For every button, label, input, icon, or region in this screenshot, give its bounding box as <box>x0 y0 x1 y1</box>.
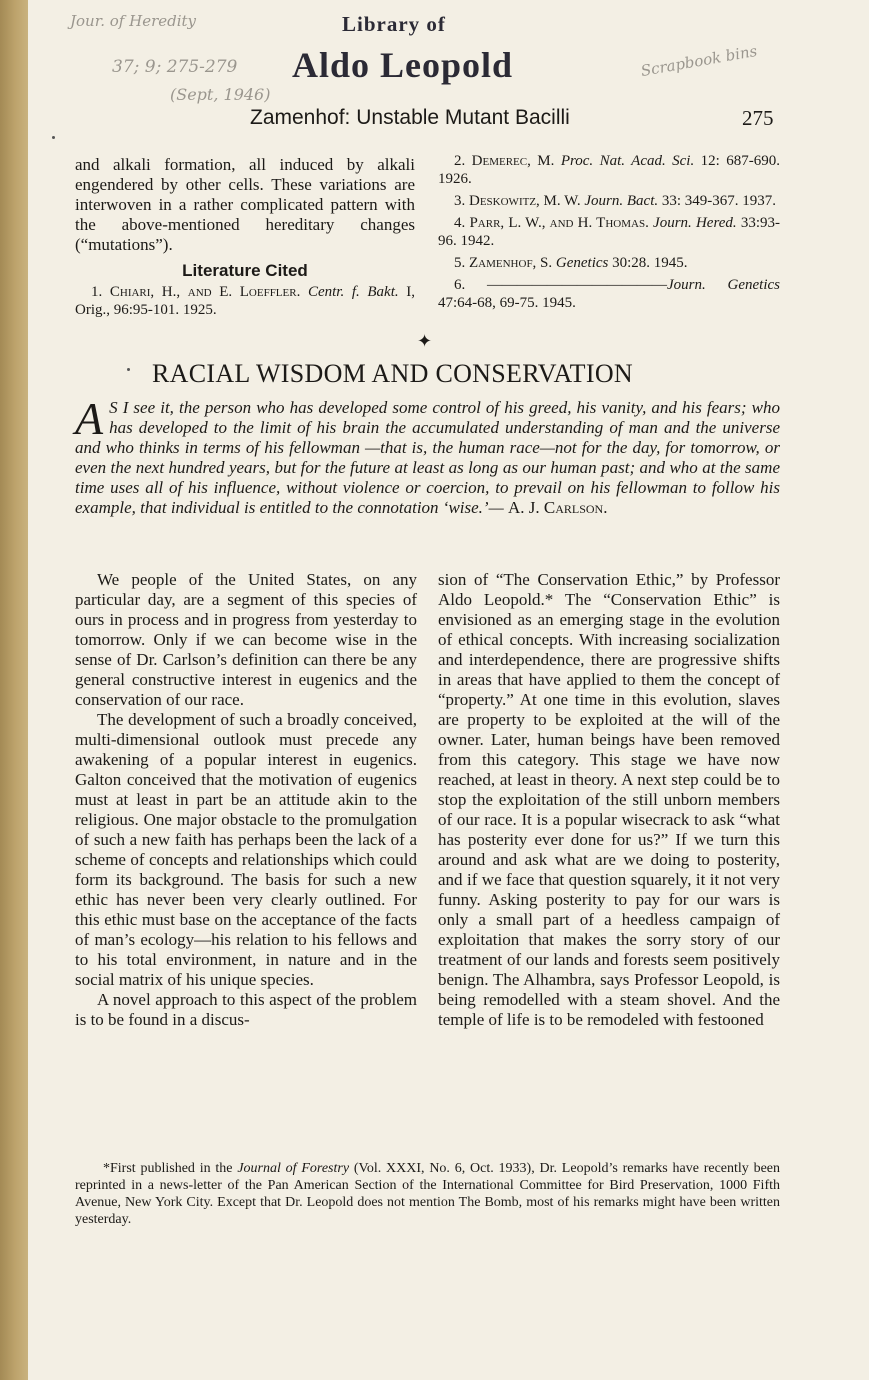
library-stamp-line2: Aldo Leopold <box>292 45 514 85</box>
reference-1: 1. Chiari, H., and E. Loeffler. Centr. f. Bakt. I, Orig., 96:95-101. 1925. <box>75 284 416 318</box>
reference-4: 4. Parr, L. W., and H. Thomas. Journ. Hered. 33:93-96. 1942. <box>438 215 781 249</box>
margin-note-scrapbook: Scrapbook bins <box>639 41 759 81</box>
article-title: RACIAL WISDOM AND CONSERVATION <box>152 359 633 388</box>
margin-note-citation: 37; 9; 275-279 <box>112 57 238 77</box>
footnote <box>75 1160 780 1228</box>
prev-article-right-column <box>438 152 780 316</box>
running-head: Zamenhof: Unstable Mutant Bacilli <box>250 106 570 129</box>
article-right-column <box>438 570 780 1030</box>
reference-3: 3. Deskowitz, M. W. Journ. Bact. 33: 349-367. 1937. <box>454 193 777 209</box>
page-number: 275 <box>742 106 774 130</box>
drop-cap: A <box>75 393 104 444</box>
footnote-lead: *First published in the <box>103 1161 233 1176</box>
margin-note-date: (Sept, 1946) <box>170 85 271 104</box>
left-paragraph-2: The development of such a broadly conceived, multi-dimensional outlook must precede any awakening of a popular interest in eugenics. Galton conceived that the motivation of eugenics must at least in part be an attitude akin to the religious. One major obstacle to the promulgation of such a new faith has perhaps been the lack of a scheme of concepts and relationships which could form its background. The basis for such a new ethic has never been very clearly outlined. For this ethic must base on the acceptance of the facts of man’s ecology—his relation to his fellows and to his total environment, in nature and in the social matrix of his unique species. <box>75 710 417 989</box>
left-paragraph-3: A novel approach to this aspect of the problem is to be found in a discus- <box>75 990 417 1029</box>
margin-note-journal: Jour. of Heredity <box>70 12 197 30</box>
epigraph-attribution: A. J. Carlson. <box>507 498 608 517</box>
binding-edge <box>0 0 28 1380</box>
reference-6: 6. ————————————Journ. Genetics 47:64-68, 69-75. 1945. <box>438 277 780 311</box>
literature-cited-heading: Literature Cited <box>182 261 308 280</box>
epigraph-text: S I see it, the person who has developed some control of his greed, his vanity, and his fears; who has developed to the limit of his brain the accumulated understanding of man and the universe and who thinks in terms of his fellowman —that is, the human race—not for the day, for tomorrow, or even the next hundred years, but for the future at least as long as our human past; and who at the same time uses all of his influence, without violence or coercion, to prevail on his fellowman to follow his example, that individual is entitled to the connotation ‘wise.’— <box>75 398 780 517</box>
reference-5: 5. Zamenhof, S. Genetics 30:28. 1945. <box>454 255 688 271</box>
reference-2: 2. Demerec, M. Proc. Nat. Acad. Sci. 12: 687-690. 1926. <box>438 153 780 187</box>
speck <box>52 136 55 139</box>
prev-article-closing-text: and alkali formation, all induced by alkali engendered by other cells. These variations are interwoven in a rather complicated pattern with the above-mentioned hereditary changes (“mutations”). <box>75 155 415 254</box>
library-stamp-line1: Library of <box>342 12 446 36</box>
prev-article-left-column <box>75 155 415 323</box>
footnote-journal: Journal of Forestry <box>237 1161 350 1176</box>
speck <box>127 368 130 371</box>
epigraph <box>75 393 780 518</box>
right-paragraph-1: sion of “The Conservation Ethic,” by Professor Aldo Leopold.* The “Conservation Ethic” is envisioned as an emerging stage in the evolution of ethical concepts. With increasing socialization and interdependence, there are progressive shifts in areas that have applied to them the concept of “property.” At one time in this evolution, slaves are property to be exploited at the will of the owner. Later, human beings have been removed from this category. This stage we have now reached, at least in theory. A next step could be to stop the exploitation of the still unborn members of our race. It is a popular wisecrack to ask “what has posterity ever done for us?” If we turn this around and ask what are we doing to posterity, and if we face that question squarely, it it not very funny. Asking posterity to pay for our wars is only a small part of a heedless campaign of exploitation that makes the sorry story of our treatment of our lands and forests seem positively benign. The Alhambra, says Professor Leopold, is being remodelled with a steam shovel. And the temple of life is to be remodeled with festooned <box>438 570 780 1029</box>
left-paragraph-1: We people of the United States, on any particular day, are a segment of this species of ours in process and in progress from yesterday to tomorrow. Only if we can become wise in the sense of Dr. Carlson’s definition can there be any general constructive interest in eugenics and the conservation of our race. <box>75 570 417 709</box>
footnote-text: (Vol. XXXI, No. 6, Oct. 1933), Dr. Leopold’s remarks have recently been reprinted in a news-letter of the Pan American Section of the International Committee for Bird Preservation, 1000 Fifth Avenue, New York City. Except that Dr. Leopold does not mention The Bomb, most of his remarks might have been written yesterday. <box>75 1161 781 1227</box>
section-separator-ornament: ✦ <box>417 331 433 351</box>
article-left-column <box>75 570 417 1030</box>
